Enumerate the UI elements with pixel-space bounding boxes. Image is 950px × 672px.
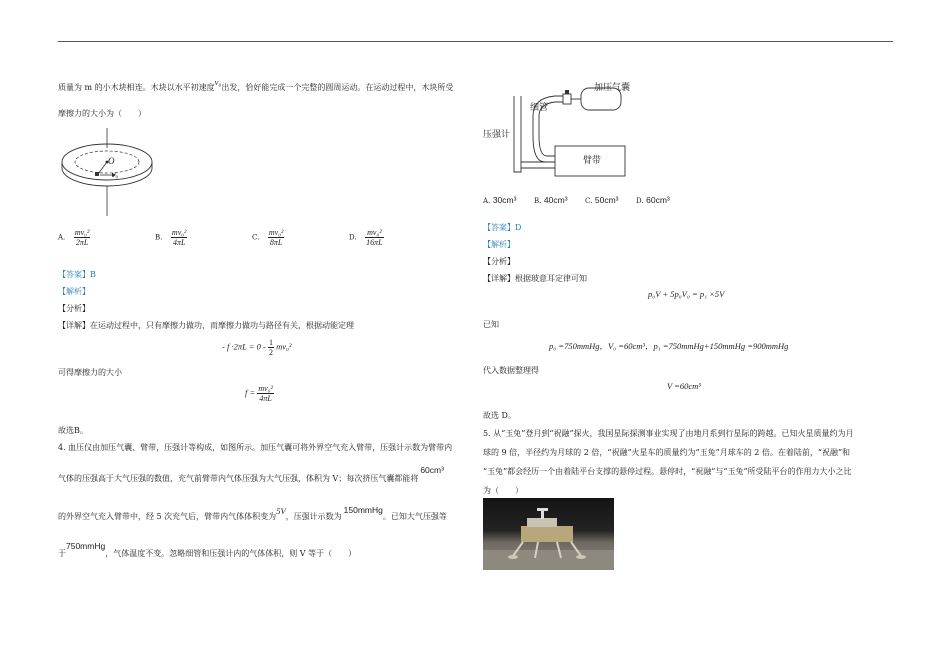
q4-text-line4: 于750mmHg，气体温度不变。忽略细管和压强计内的气体体积，则 V 等于（ ） bbox=[58, 541, 357, 558]
rover-photo bbox=[483, 498, 614, 570]
block bbox=[95, 172, 99, 176]
label-v0: v₀ bbox=[112, 170, 119, 179]
rover-body bbox=[521, 526, 573, 542]
equation-boyle: p₀V + 5p₀V₀ = p₁ ×5V bbox=[648, 289, 725, 299]
equation-2: f = $\frac{\text{mv₀²}}{4\pi L}$ bbox=[245, 384, 273, 403]
q5-text-line4: 为（ ） bbox=[483, 486, 523, 495]
option-a[interactable]: A. $\frac{\text{mv₀²}}{2\pi L}$ bbox=[58, 228, 90, 247]
option-d[interactable]: D. $\frac{\text{mv₀²}}{16\pi L}$ bbox=[349, 228, 383, 247]
substitute-label: 代入数据整理得 bbox=[483, 366, 539, 375]
q3-text-line1: 质量为 m 的小木块相连。木块以水平初速度v₀出发，恰好能完成一个完整的圆周运动。在运动过程中，木块所受 bbox=[58, 77, 454, 92]
option-b[interactable]: B. $\frac{\text{mv₀²}}{4\pi L}$ bbox=[155, 228, 187, 247]
string bbox=[98, 162, 107, 174]
label-cuff: 臂带 bbox=[583, 155, 602, 165]
q4-text-line1: 4. 血压仪由加压气囊、臂带，压强计等构成，如图所示。加压气囊可将外界空气充入臂带，压强计示数为臂带内 bbox=[58, 443, 453, 452]
gauge-tube bbox=[514, 96, 521, 172]
detail-text: 【详解】在运动过程中，只有摩擦力做功，而摩擦力做功与路径有关，根据动能定理 bbox=[58, 321, 354, 330]
q3-text-line2: 摩擦力的大小为（ ） bbox=[58, 109, 146, 118]
q4-text-line3: 的外界空气充入臂带中，经 5 次充气后，臂带内气体体积变为5V，压强计示数为150mmHg。已知大气压强等 bbox=[58, 505, 447, 521]
v0-symbol: v₀ bbox=[214, 77, 222, 87]
label-tube: 细管 bbox=[530, 102, 549, 112]
detail-text-right: 【详解】根据玻意耳定律可知 bbox=[483, 274, 587, 283]
answer-label: 【答案】B bbox=[58, 270, 96, 279]
equation-result: V =60cm³ bbox=[667, 381, 701, 391]
label-pump: 加压气囊 bbox=[594, 82, 631, 92]
q5-text-line3: “玉兔”都会经历一个由着陆平台支撑的悬停过程。悬停时，“祝融”与“玉兔”所受陆平台的作用力大小之比 bbox=[483, 467, 852, 476]
q5-text-line2: 球的 9 倍，半径约为月球的 2 倍，“祝融”火星车的质量约为“玉兔”月球车的 2 倍。在着陆前，“祝融”和 bbox=[483, 448, 851, 457]
equation-known: p₀ =750mmHg，V₀ =60cm³，p₁ =750mmHg+150mmHg =900mmHg bbox=[549, 341, 789, 351]
fenxi-label-right: 【分析】 bbox=[483, 257, 515, 266]
answer-label-right: 【答案】D bbox=[483, 223, 522, 232]
valve bbox=[563, 94, 571, 104]
label-gauge: 压强计 bbox=[483, 129, 511, 139]
known-label: 已知 bbox=[483, 320, 499, 329]
option-a-right[interactable]: A. 30cm³ bbox=[483, 195, 517, 205]
conclusion-q3: 故选B。 bbox=[58, 426, 88, 435]
fenxi-label: 【分析】 bbox=[58, 304, 90, 313]
analysis-label: 【解析】 bbox=[58, 287, 90, 296]
analysis-label-right: 【解析】 bbox=[483, 240, 515, 249]
label-O: O bbox=[108, 156, 115, 166]
table-edge bbox=[62, 162, 152, 186]
option-c-right[interactable]: C. 50cm³ bbox=[585, 195, 619, 205]
option-b-right[interactable]: B. 40cm³ bbox=[534, 195, 568, 205]
q4-text-line2: 气体的压强高于大气压强的数值，充气前臂带内气体压强为大气压强，体积为 V；每次挤压气囊都能将60cm³ bbox=[58, 465, 444, 483]
equation-1: - f ·2πL = 0 - $\frac{1}{2}$ mv₀² bbox=[222, 338, 292, 357]
rover-illustration bbox=[483, 498, 614, 570]
option-c[interactable]: C. $\frac{\text{mv₀²}}{8\pi L}$ bbox=[252, 228, 284, 247]
q5-text-line1: 5. 从“玉兔”登月到“祝融”探火，我国星际探测事业实现了由地月系到行星际的跨越。已知火星质量约为月 bbox=[483, 429, 854, 438]
result-text: 可得摩擦力的大小 bbox=[58, 368, 122, 377]
option-d-right[interactable]: D. 60cm³ bbox=[636, 195, 670, 205]
conclusion-q4: 故选 D。 bbox=[483, 411, 516, 420]
header-rule bbox=[58, 41, 893, 42]
